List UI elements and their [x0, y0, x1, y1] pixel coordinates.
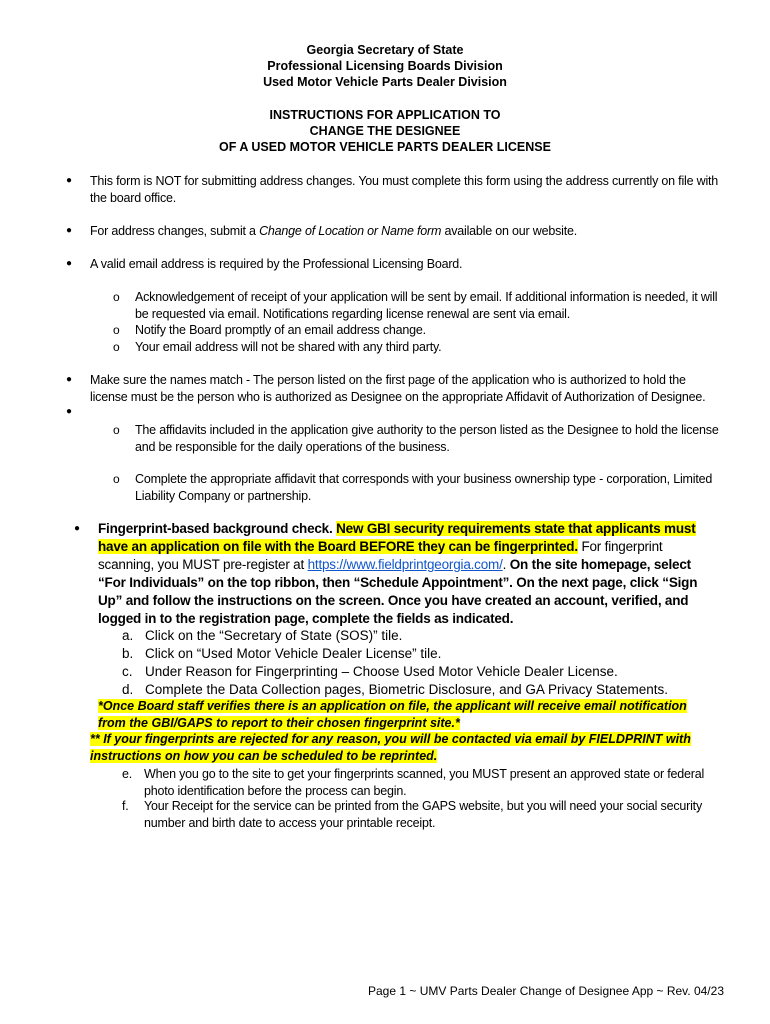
- doc-title-line3: OF A USED MOTOR VEHICLE PARTS DEALER LICENSE: [219, 140, 551, 154]
- circle-bullet-icon: o: [113, 423, 120, 437]
- bullet-icon: ●: [74, 523, 81, 534]
- bullet-icon: ●: [66, 374, 73, 385]
- step-marker: a.: [122, 628, 134, 643]
- board-verification-note: *Once Board staff verifies there is an application on file, the applicant will receive email notification from the GBI/GAPS to report to their chosen fingerprint site.*: [98, 699, 687, 730]
- step-text: Click on “Used Motor Vehicle Dealer License” tile.: [145, 646, 442, 661]
- step-marker: e.: [122, 767, 133, 781]
- bullet-text-address-changes: For address changes, submit a Change of Location or Name form available on our website.: [90, 224, 578, 238]
- bullet-icon: ●: [66, 258, 73, 269]
- fieldprint-link[interactable]: https://www.fieldprintgeorgia.com/: [307, 557, 503, 572]
- sub-text-affidavits: The affidavits included in the application give authority to the person listed as the Designee to hold the license and be responsible for the daily operations of the business.: [135, 423, 719, 454]
- circle-bullet-icon: o: [113, 472, 120, 486]
- step-marker: b.: [122, 646, 134, 661]
- step-marker: c.: [122, 664, 133, 679]
- circle-bullet-icon: o: [113, 290, 120, 304]
- step-text: When you go to the site to get your fingerprints scanned, you MUST present an approved state or federal photo identification before the process can begin.: [144, 767, 705, 798]
- step-text: Click on the “Secretary of State (SOS)” tile.: [145, 628, 403, 643]
- sub-text-complete-affidavit: Complete the appropriate affidavit that corresponds with your business ownership type - corporation, Limited Liability Company or partnership.: [135, 472, 713, 503]
- bullet-icon: ●: [66, 175, 73, 186]
- form-name: Change of Location or Name form: [259, 224, 442, 238]
- fingerprint-instructions: Fingerprint-based background check. New GBI security requirements state that applicants must have an application on file with the Board BEFORE they can be fingerprinted. For fingerprint scanning, you MUST pre-register at https://www.fieldprintgeorgia.com/. On the site homepage, select “For Individuals” on the top ribbon, then “Schedule Appointment”. On the next page, click “Sign Up” and follow the instructions on the screen. Once you have created an account, verified, and logged in to the registration page, complete the fields as indicated.: [98, 521, 698, 626]
- doc-title-line2: CHANGE THE DESIGNEE: [309, 124, 461, 138]
- division-name: Professional Licensing Boards Division: [267, 59, 503, 73]
- bullet-icon: ●: [66, 406, 73, 417]
- bullet-text-address-note: This form is NOT for submitting address changes. You must complete this form using the address currently on file with the board office.: [90, 174, 719, 205]
- step-text: Under Reason for Fingerprinting – Choose Used Motor Vehicle Dealer License.: [145, 664, 618, 679]
- doc-title-line1: INSTRUCTIONS FOR APPLICATION TO: [269, 108, 501, 122]
- step-marker: d.: [122, 682, 134, 697]
- bullet-icon: ●: [66, 225, 73, 236]
- circle-bullet-icon: o: [113, 323, 120, 337]
- sub-division-name: Used Motor Vehicle Parts Dealer Division: [263, 75, 507, 89]
- agency-name: Georgia Secretary of State: [306, 43, 464, 57]
- circle-bullet-icon: o: [113, 340, 120, 354]
- rejection-note: ** If your fingerprints are rejected for any reason, you will be contacted via email by FIELDPRINT with instructions on how you can be scheduled to be reprinted.: [90, 732, 691, 763]
- sub-text-acknowledgement: Acknowledgement of receipt of your application will be sent by email. If additional information is needed, it will be requested via email. Notifications regarding license renewal are sent via email.: [135, 290, 718, 321]
- step-text: Complete the Data Collection pages, Biometric Disclosure, and GA Privacy Statements.: [145, 682, 668, 697]
- step-marker: f.: [122, 799, 129, 813]
- bullet-text-names-match: Make sure the names match - The person listed on the first page of the application who is authorized to hold the license must be the person who is authorized as Designee on the appropriate Affidavit of Authorization of Designee.: [90, 373, 706, 404]
- bullet-text-email: A valid email address is required by the Professional Licensing Board.: [90, 257, 463, 271]
- step-text: Your Receipt for the service can be printed from the GAPS website, but you will need your social security number and birth date to access your printable receipt.: [144, 799, 702, 830]
- sub-text-notify: Notify the Board promptly of an email address change.: [135, 323, 426, 337]
- sub-text-privacy: Your email address will not be shared with any third party.: [135, 340, 442, 354]
- gbi-requirement-highlight: New GBI security requirements state that applicants must have an application on file with the Board BEFORE they can be fingerprinted.: [98, 521, 696, 554]
- page-footer: Page 1 ~ UMV Parts Dealer Change of Designee App ~ Rev. 04/23: [368, 984, 724, 998]
